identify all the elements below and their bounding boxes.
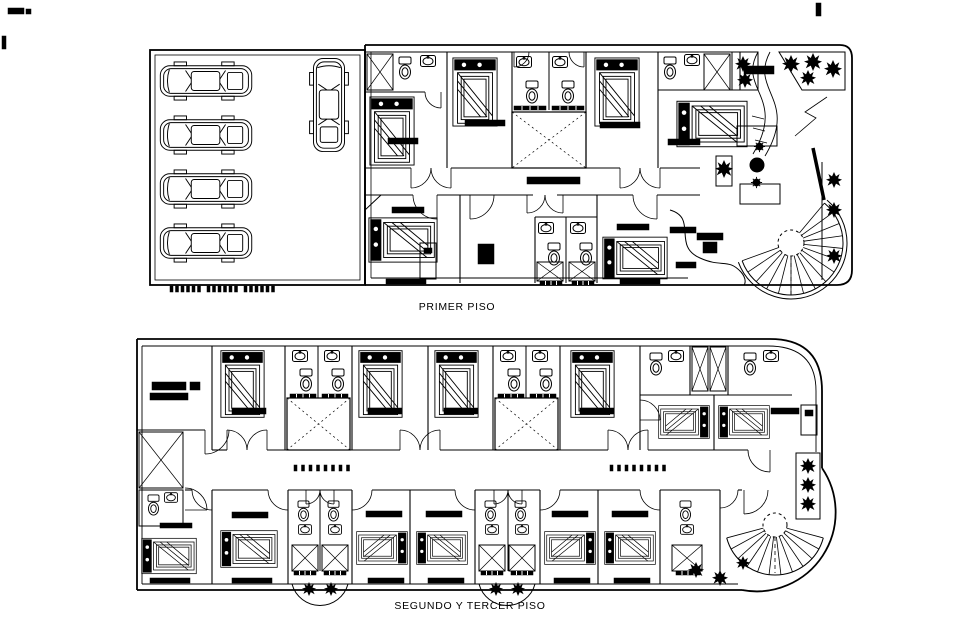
linework: [26, 9, 31, 14]
linework: [187, 286, 190, 292]
linework: [614, 578, 650, 583]
linework: [552, 511, 588, 517]
sk-use: [680, 525, 693, 535]
linework: [190, 382, 200, 390]
sk-use: [485, 525, 498, 535]
linework: [802, 212, 834, 235]
linework: [512, 112, 586, 168]
linework: [763, 513, 787, 537]
linework: [795, 97, 827, 136]
linework: [663, 465, 666, 471]
linework: [612, 511, 648, 517]
sk-use: [533, 351, 548, 362]
guest-rooms-lower-1: [365, 195, 667, 285]
linework: [640, 490, 660, 510]
bedV-use: [453, 58, 497, 126]
linework: [776, 537, 781, 575]
linework: [620, 168, 640, 188]
sk-use: [669, 351, 684, 362]
linework: [508, 490, 522, 504]
linework: [803, 224, 839, 239]
linework: [625, 465, 628, 471]
linework: [569, 52, 584, 67]
bedH-use: [545, 532, 596, 565]
sk-use: [164, 493, 177, 503]
linework: [620, 279, 660, 284]
linework: [805, 410, 813, 416]
linework: [207, 286, 210, 292]
linework: [244, 286, 247, 292]
wc-use: [300, 369, 312, 391]
linework: [287, 398, 350, 450]
wc-use: [680, 501, 691, 521]
linework: [185, 488, 207, 510]
linework: [755, 140, 767, 143]
linework: [218, 286, 221, 292]
sk-use: [328, 525, 341, 535]
linework: [213, 286, 216, 292]
blob-use: [754, 141, 765, 152]
linework: [347, 465, 350, 471]
bedV-use: [571, 351, 614, 418]
bedV-use: [221, 351, 264, 418]
linework: [540, 490, 560, 510]
linework: [608, 430, 628, 450]
bedH-use: [603, 237, 667, 279]
corridor-1: [365, 168, 700, 195]
bedV-use: [595, 58, 639, 126]
linework: [744, 66, 774, 74]
linework: [742, 247, 779, 260]
linework: [428, 578, 464, 583]
linework: [628, 430, 648, 450]
bedH-use: [659, 406, 710, 439]
wc-use: [148, 495, 159, 515]
linework: [247, 430, 267, 450]
linework: [527, 195, 545, 213]
linework: [424, 248, 432, 253]
bedV-use: [370, 97, 414, 165]
linework: [235, 286, 238, 292]
plant-use: [824, 60, 842, 78]
sk-use: [421, 56, 436, 67]
linework: [306, 490, 320, 504]
wc-use: [508, 369, 520, 391]
wc-use: [744, 353, 756, 375]
linework: [801, 405, 817, 435]
linework: [272, 286, 275, 292]
linework: [786, 531, 819, 549]
sk-use: [571, 223, 586, 234]
linework: [411, 168, 431, 188]
linework: [750, 158, 764, 172]
plant-use: [800, 458, 816, 474]
linework: [198, 286, 201, 292]
sk-use: [501, 351, 516, 362]
linework: [527, 177, 580, 184]
linework: [192, 490, 212, 510]
linework: [139, 490, 183, 526]
linework: [752, 116, 764, 119]
wc-use: [664, 57, 676, 79]
corridor-2: [137, 430, 768, 514]
linework: [816, 3, 821, 16]
sk-use: [515, 525, 528, 535]
planters-2: [688, 453, 820, 586]
linework: [392, 207, 424, 213]
linework: [294, 465, 297, 471]
linework: [261, 286, 264, 292]
bedH-use: [369, 218, 437, 262]
sk-use: [325, 351, 340, 362]
linework: [155, 55, 360, 280]
linework: [229, 286, 232, 292]
car-use: [160, 224, 251, 262]
linework: [413, 195, 437, 219]
linework: [181, 286, 184, 292]
parking-area: [150, 50, 365, 292]
linework: [232, 408, 266, 414]
linework: [465, 120, 505, 126]
linework: [324, 465, 327, 471]
linework: [804, 236, 843, 241]
bedH-use: [221, 531, 277, 568]
sk-use: [553, 57, 568, 68]
plant-use: [782, 55, 800, 73]
linework: [302, 465, 305, 471]
linework: [250, 286, 253, 292]
car-use: [310, 58, 349, 151]
linework: [368, 578, 404, 583]
linework: [232, 512, 268, 518]
bedH-use: [357, 532, 408, 565]
linework: [640, 168, 660, 188]
wc-use: [399, 57, 411, 79]
linework: [703, 242, 717, 253]
linework: [176, 286, 179, 292]
bedV-use: [359, 351, 402, 418]
linework: [554, 578, 590, 583]
linework: [170, 286, 173, 292]
wc-use: [650, 353, 662, 375]
linework: [495, 398, 558, 450]
guest-rooms-lower-2: [142, 490, 738, 605]
linework: [748, 450, 770, 472]
linework: [150, 578, 190, 583]
linework: [320, 490, 334, 504]
linework: [426, 511, 462, 517]
primer-piso-label: PRIMER PISO: [418, 301, 496, 313]
plant-use: [826, 172, 842, 188]
linework: [633, 195, 657, 219]
linework: [720, 490, 738, 508]
linework: [150, 50, 365, 285]
linework: [150, 393, 188, 400]
plan-primer-piso: [150, 45, 852, 299]
linework: [771, 408, 799, 414]
linework: [339, 465, 342, 471]
linework: [400, 430, 420, 450]
bedH-use: [605, 532, 656, 565]
linework: [420, 430, 440, 450]
sk-use: [517, 57, 532, 68]
linework: [192, 286, 195, 292]
scan-artifacts: [2, 3, 821, 49]
linework: [317, 465, 320, 471]
wc-use: [332, 369, 344, 391]
linework: [787, 528, 824, 538]
linework: [770, 339, 822, 468]
plan-segundo-tercer-piso: [137, 339, 836, 605]
linework: [470, 195, 494, 219]
linework: [266, 286, 269, 292]
guest-rooms-upper-2: [150, 346, 817, 472]
linework: [227, 430, 247, 450]
linework: [2, 36, 6, 49]
blob-use: [751, 177, 762, 188]
linework: [804, 244, 843, 248]
sk-use: [293, 351, 308, 362]
linework: [648, 465, 651, 471]
sk-use: [685, 55, 700, 66]
linework: [769, 537, 774, 575]
linework: [431, 168, 451, 188]
bedV-use: [435, 351, 478, 418]
linework: [425, 92, 441, 108]
car-use: [160, 116, 251, 154]
building-shell-2: [137, 339, 836, 591]
linework: [802, 250, 834, 272]
linework: [600, 122, 640, 128]
linework: [742, 203, 843, 295]
linework: [670, 227, 696, 233]
linework: [268, 490, 288, 510]
linework: [232, 578, 272, 583]
sk-use: [539, 223, 554, 234]
linework: [545, 195, 563, 213]
linework: [224, 286, 227, 292]
linework: [740, 184, 780, 204]
linework: [388, 138, 418, 144]
plant-use: [804, 53, 822, 71]
linework: [633, 465, 636, 471]
linework: [617, 224, 649, 230]
linework: [655, 465, 658, 471]
linework: [668, 139, 700, 145]
plant-use: [800, 477, 816, 493]
linework: [255, 286, 258, 292]
service-annex-2: [139, 432, 207, 526]
bedH-use: [142, 538, 197, 573]
elevator-cores-2: [287, 346, 558, 450]
wc-use: [540, 369, 552, 391]
linework: [727, 528, 764, 538]
linework: [309, 465, 312, 471]
linework: [580, 408, 614, 414]
linework: [610, 465, 613, 471]
sk-use: [298, 525, 311, 535]
linework: [744, 490, 768, 514]
linework: [478, 244, 494, 264]
linework: [292, 584, 348, 605]
linework: [799, 203, 824, 233]
plant-use: [800, 70, 816, 86]
wc-use: [562, 81, 574, 103]
linework: [676, 262, 696, 268]
plant-use: [800, 496, 816, 512]
linework: [784, 533, 812, 559]
linework: [640, 400, 660, 420]
linework: [697, 233, 723, 240]
elevator-core-1: [512, 52, 586, 168]
plant-use: [715, 160, 733, 178]
linework: [160, 523, 192, 528]
linework: [794, 256, 803, 294]
linework: [738, 533, 766, 559]
bedH-use: [417, 532, 468, 565]
segundo-tercer-piso-label: SEGUNDO Y TERCER PISO: [394, 600, 546, 612]
wc-use: [526, 81, 538, 103]
plant-use: [737, 72, 753, 88]
linework: [8, 8, 24, 14]
linework: [386, 279, 426, 284]
linework: [455, 490, 475, 510]
linework: [366, 511, 402, 517]
linework: [368, 408, 402, 414]
car-use: [160, 170, 251, 208]
bedH-use: [719, 406, 770, 439]
linework: [748, 250, 780, 272]
linework: [618, 465, 621, 471]
planters-1: [779, 52, 845, 280]
linework: [640, 465, 643, 471]
car-use: [160, 62, 251, 100]
linework: [731, 531, 764, 549]
linework: [152, 382, 186, 390]
linework: [778, 230, 804, 256]
linework: [365, 195, 381, 210]
linework: [332, 465, 335, 471]
linework: [778, 256, 787, 294]
linework: [352, 490, 372, 510]
linework: [444, 408, 478, 414]
sk-use: [764, 351, 779, 362]
